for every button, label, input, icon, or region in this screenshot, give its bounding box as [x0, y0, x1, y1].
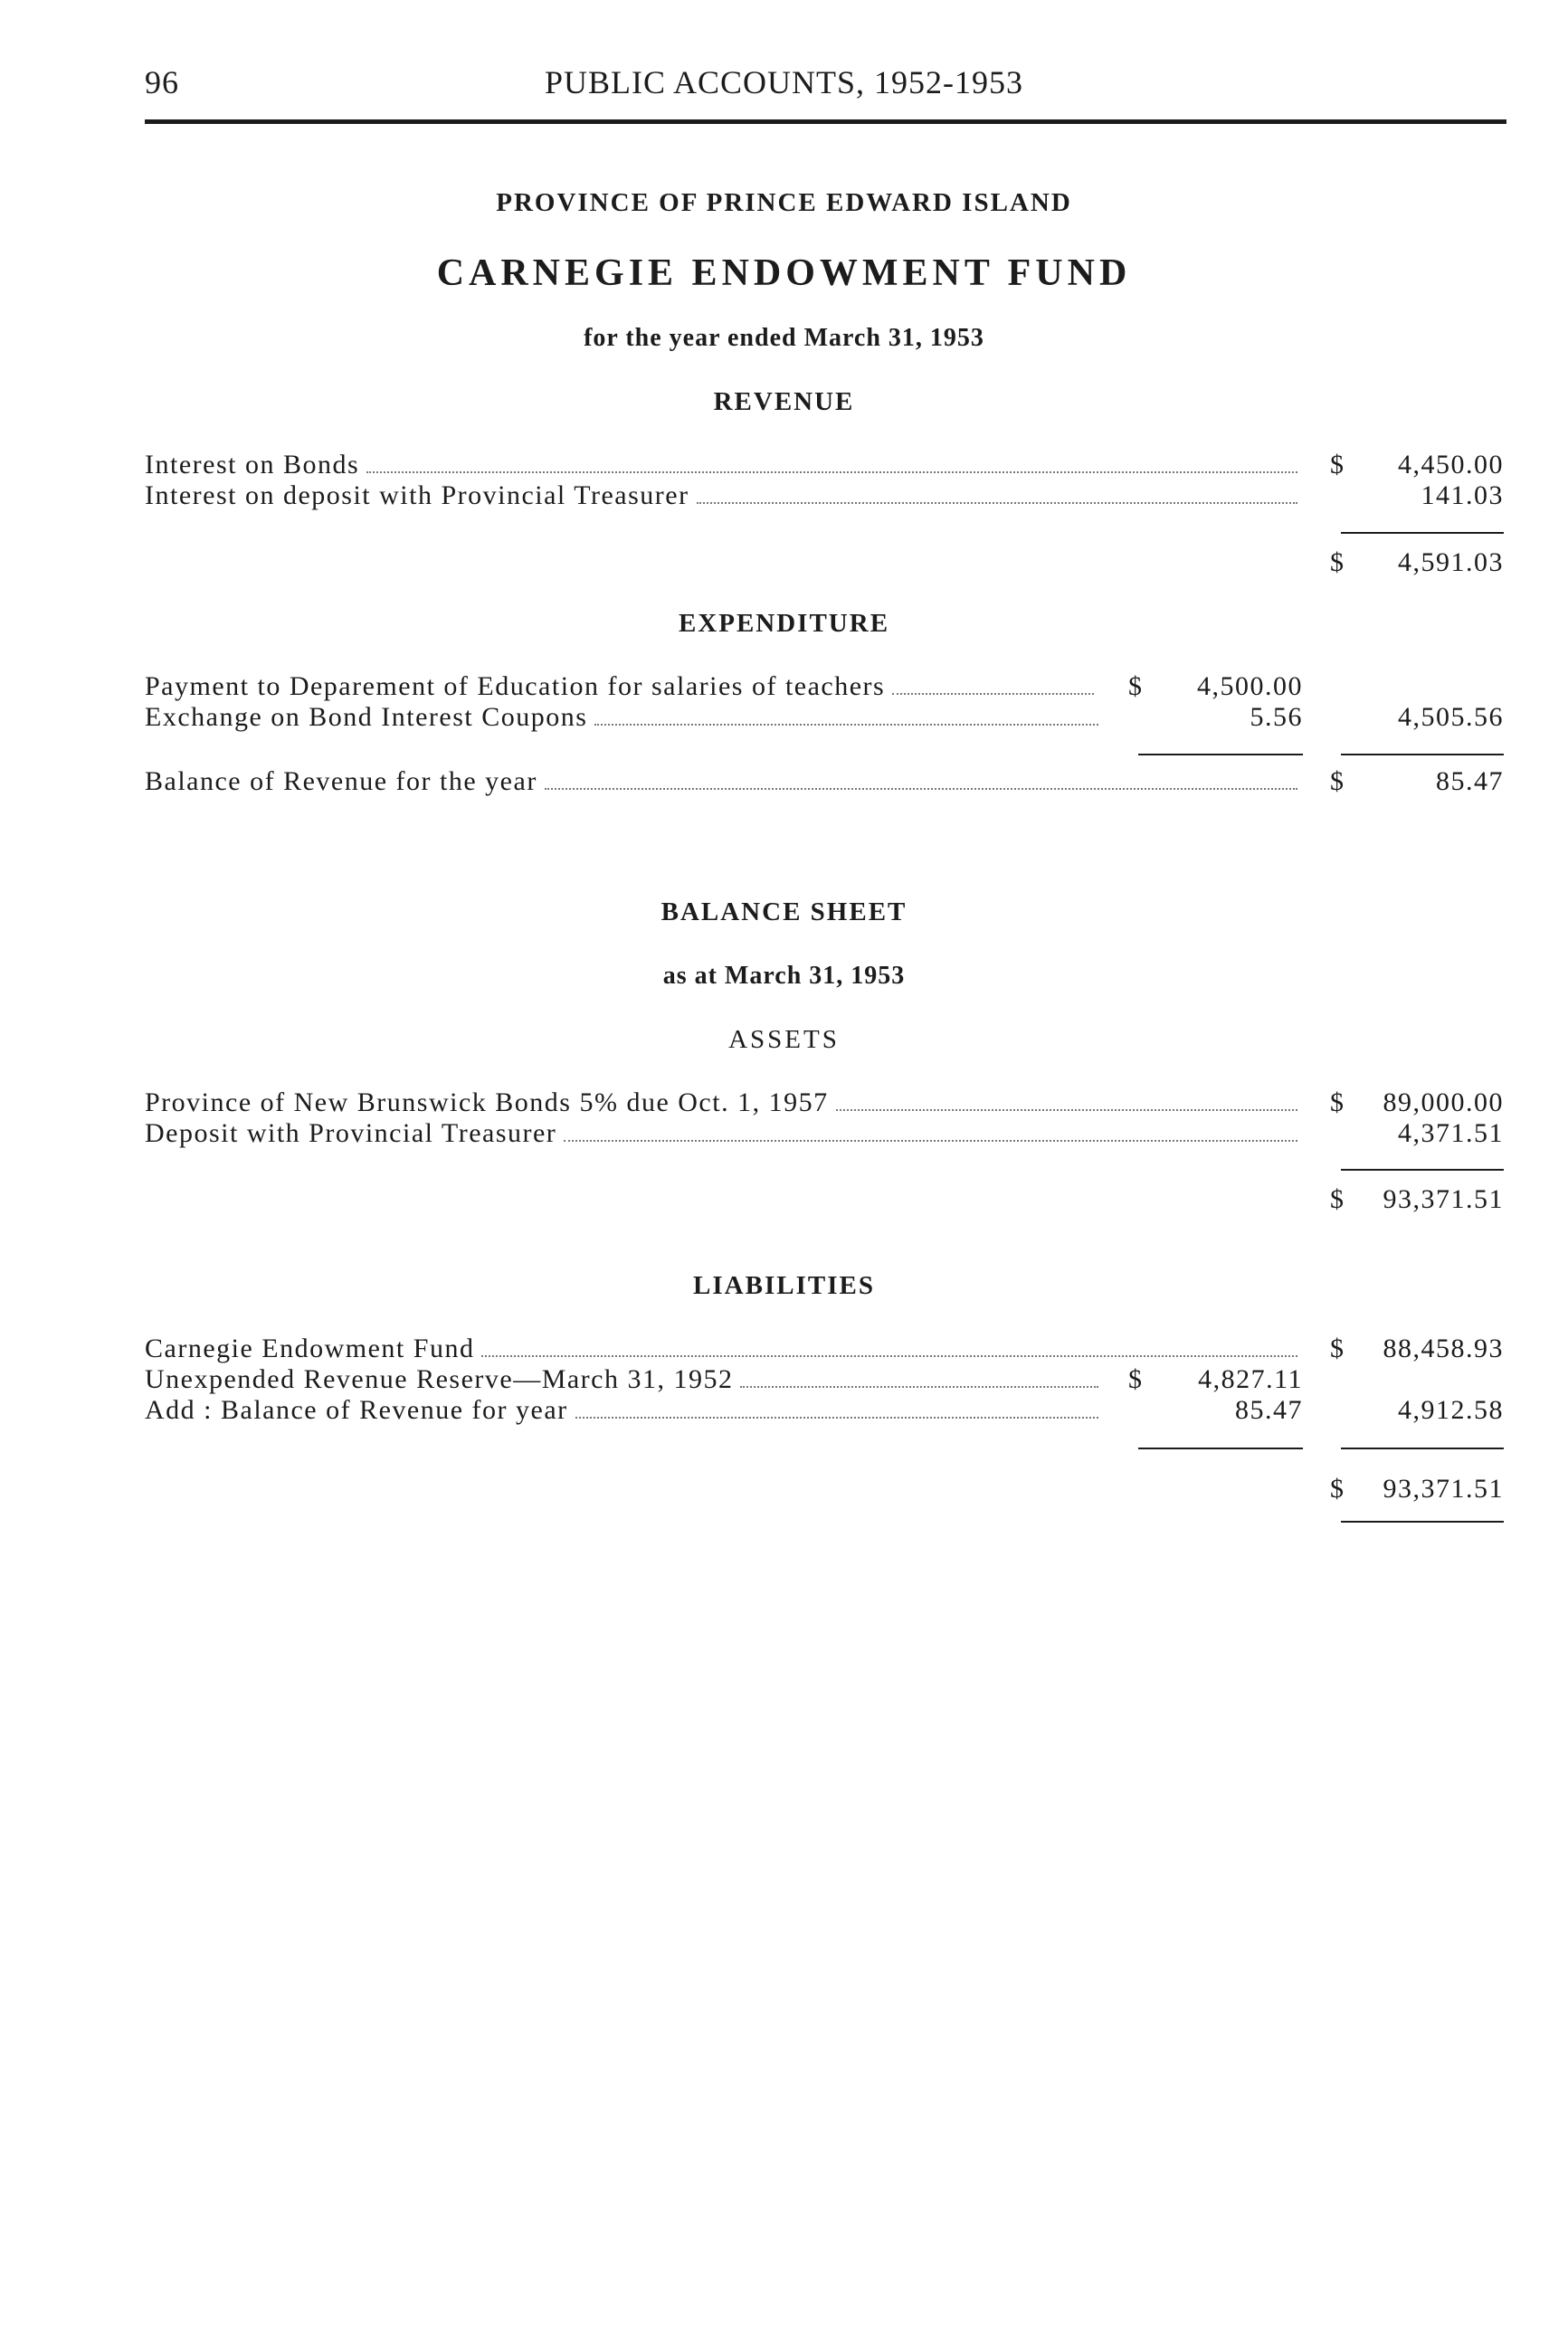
balance-amount: 85.47 [1436, 766, 1504, 796]
total-rule [1341, 1169, 1504, 1171]
revenue-item-label [145, 450, 1303, 480]
expenditure-total: 4,505.56 [1398, 702, 1504, 732]
expenditure-item-text: Exchange on Bond Interest Coupons [145, 702, 588, 732]
subtotal-rule [1138, 754, 1303, 755]
expenditure-heading: EXPENDITURE [678, 609, 890, 638]
leader-dots [481, 1354, 1297, 1357]
revenue-item-text: Interest on Bonds [145, 450, 360, 479]
reserve-label [145, 1364, 1104, 1395]
balance-text: Balance of Revenue for the year [145, 766, 537, 796]
assets-heading: ASSETS [728, 1025, 840, 1054]
closing-rule [1341, 1521, 1504, 1523]
reserve-subtotal: 4,912.58 [1398, 1395, 1504, 1425]
add-balance-amount: 85.47 [1235, 1395, 1303, 1425]
liability-fund-label [145, 1334, 1303, 1364]
asset-item-amount: 4,371.51 [1398, 1118, 1504, 1148]
period-line: for the year ended March 31, 1953 [584, 324, 984, 352]
add-balance-text: Add : Balance of Revenue for year [145, 1395, 568, 1425]
asset-item-label [145, 1118, 1303, 1149]
header-rule [145, 119, 1506, 124]
assets-total: 93,371.51 [1383, 1184, 1504, 1214]
currency-symbol: $ [1330, 766, 1345, 796]
leader-dots [594, 723, 1098, 726]
revenue-heading: REVENUE [713, 387, 855, 416]
revenue-item-label [145, 480, 1303, 511]
asset-item-label [145, 1087, 1303, 1118]
balance-label [145, 766, 1303, 797]
total-rule [1341, 754, 1504, 755]
leader-dots [575, 1416, 1098, 1419]
province-heading: PROVINCE OF PRINCE EDWARD ISLAND [496, 188, 1072, 217]
expenditure-item-amount: 5.56 [1250, 702, 1303, 732]
reserve-text: Unexpended Revenue Reserve—March 31, 1952 [145, 1364, 734, 1394]
total-rule [1341, 1448, 1504, 1449]
currency-symbol: $ [1330, 450, 1345, 479]
leader-dots [564, 1139, 1297, 1142]
currency-symbol: $ [1128, 1364, 1144, 1394]
asset-item-text: Province of New Brunswick Bonds 5% due Oct. 1, 1957 [145, 1087, 829, 1117]
revenue-item-amount: 4,450.00 [1398, 450, 1504, 479]
currency-symbol: $ [1330, 1184, 1345, 1214]
leader-dots [545, 787, 1297, 790]
asset-item-text: Deposit with Provincial Treasurer [145, 1118, 557, 1148]
expenditure-item-label [145, 671, 1099, 702]
balance-sheet-date: as at March 31, 1953 [662, 962, 906, 990]
leader-dots [697, 501, 1297, 504]
add-balance-label [145, 1395, 1104, 1426]
liability-fund-amount: 88,458.93 [1383, 1334, 1504, 1363]
expenditure-item-text: Payment to Deparement of Education for salaries of teachers [145, 671, 886, 701]
expenditure-item-label [145, 702, 1104, 733]
reserve-amount: 4,827.11 [1198, 1364, 1303, 1394]
currency-symbol: $ [1330, 1334, 1345, 1363]
currency-symbol: $ [1330, 1087, 1345, 1117]
currency-symbol: $ [1330, 547, 1345, 577]
liability-fund-text: Carnegie Endowment Fund [145, 1334, 475, 1363]
expenditure-item-amount: 4,500.00 [1197, 671, 1303, 701]
liabilities-total: 93,371.51 [1383, 1474, 1504, 1504]
subtotal-rule [1138, 1448, 1303, 1449]
revenue-item-amount: 141.03 [1421, 480, 1504, 510]
leader-dots [836, 1108, 1297, 1111]
leader-dots [740, 1385, 1098, 1388]
leader-dots [366, 470, 1297, 473]
revenue-total: 4,591.03 [1398, 547, 1504, 577]
revenue-item-text: Interest on deposit with Provincial Treasurer [145, 480, 689, 510]
balance-sheet-heading: BALANCE SHEET [660, 897, 908, 926]
leader-dots [892, 692, 1094, 695]
currency-symbol: $ [1128, 671, 1144, 701]
page-number: 96 [145, 64, 179, 100]
currency-symbol: $ [1330, 1474, 1345, 1504]
total-rule [1341, 532, 1504, 534]
asset-item-amount: 89,000.00 [1383, 1087, 1504, 1117]
page-header-title: PUBLIC ACCOUNTS, 1952-1953 [544, 64, 1024, 100]
fund-title: CARNEGIE ENDOWMENT FUND [436, 252, 1132, 294]
liabilities-heading: LIABILITIES [693, 1271, 875, 1300]
